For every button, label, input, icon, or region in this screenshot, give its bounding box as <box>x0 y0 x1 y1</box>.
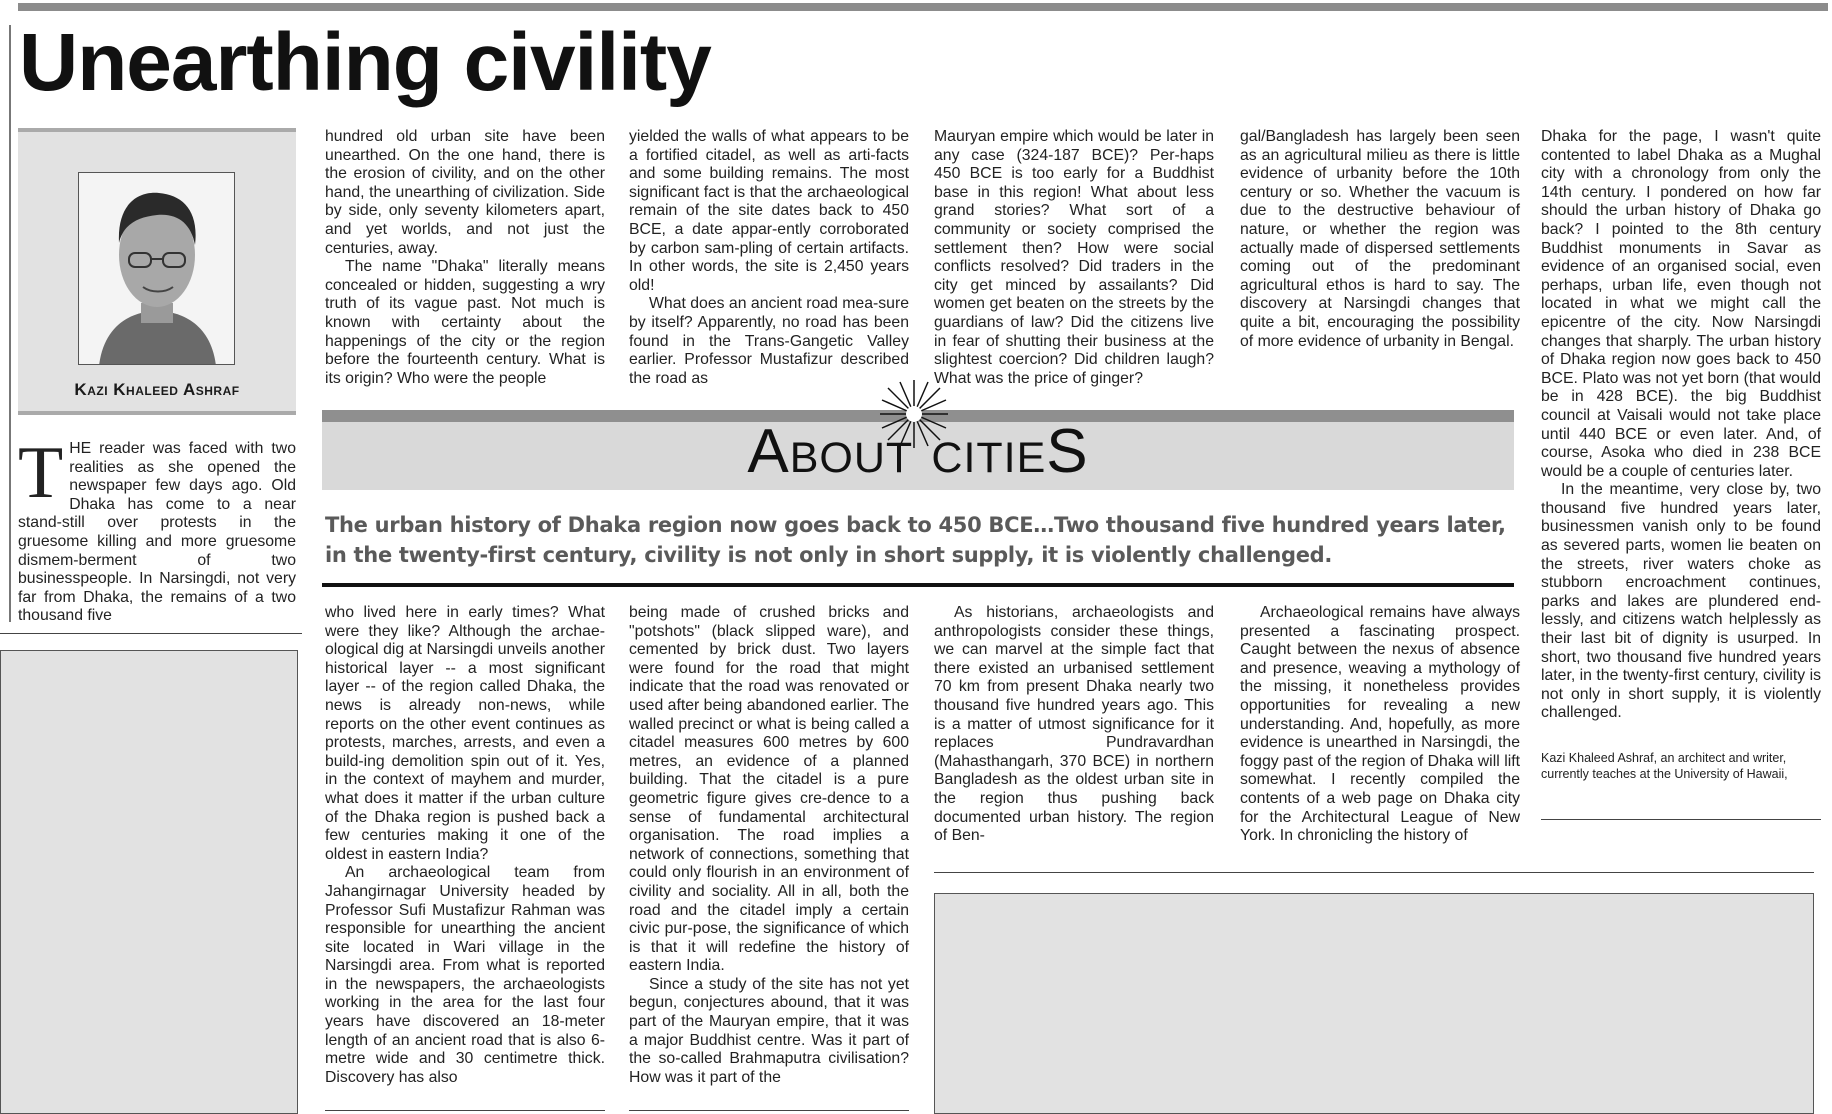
column-rule <box>1541 819 1821 820</box>
author-bio: Kazi Khaleed Ashraf, an architect and writer, currently teaches at the University of Hawaii, <box>1541 751 1788 781</box>
paragraph: An archaeological team from Jahangirnagar University headed by Professor Sufi Mustafizur Rahman was responsible for unearthing the ancient site located in Wari village in the Narsingdi area. From what is reported in the newspapers, the archaeologists working in the area for the last four years have discovered an 18-meter length of an ancient road that is also 6-metre wide and 30 centimetre thick. Discovery has also <box>325 864 605 1086</box>
paragraph: Dhaka for the page, I wasn't quite contented to label Dhaka as a Mughal city with a chronology from only the 14th century. I pondered on how far should the urban history of Dhaka go back? I pointed to the 8th century Buddhist monuments in Savar as evidence of an organised social, even perhaps, urban life, even though not located in what we might call the epicentre of the city. Now Narsingdi changes that sharply. The urban history of Dhaka region now goes back to 450 BCE. Plato was not yet born (that would be in 428 BCE). the big Buddhist council at Vaisali would not take place until 440 BCE or even later. And, of course, Asoka who died in 238 BCE would be a couple of centuries later. <box>1541 128 1821 480</box>
paragraph: Since a study of the site has not yet begun, conjectures abound, that it was part of the Mauryan empire, that it was a major Buddhist centre. Was it part of the so-called Brahmaputra civilisation? How was it part of the <box>629 975 909 1086</box>
article-column-4-bottom <box>934 604 1214 846</box>
left-column-rule <box>9 25 11 622</box>
paragraph: Mauryan empire which would be later in any case (324-187 BCE)? Per-haps 450 BCE is too early for a Buddhist base in this region! What about less grand stories? What sort of a community or society comprised the settlement then? How were social conflicts resolved? Did traders in the city get minced by assailants? Did women get beaten on the streets by the guardians of law? Did the citizens live in fear of shutting their business at the slightest coercion? Did children laugh? What was the price of ginger? <box>934 128 1214 387</box>
column-rule <box>934 872 1814 873</box>
deck-pull-quote: The urban history of Dhaka region now goes back to 450 BCE…Two thousand five hundred years later, in the twenty-first century, civility is not only in short supply, it is violently challenged. <box>325 513 1506 567</box>
column-rule <box>629 1110 909 1111</box>
author-name: Kazi Khaleed Ashraf <box>74 380 240 399</box>
article-column-1 <box>18 432 296 626</box>
paragraph: yielded the walls of what appears to be a fortified citadel, as well as arti-facts and some building remains. The most significant fact is that the archaeological remain of the site dates back to 450 BCE, a date appar-ently corroborated by carbon sam-pling of certain artifacts. In other words, the site is 2,450 years old! <box>629 128 909 294</box>
drop-cap: T <box>18 432 64 514</box>
paragraph: being made of crushed bricks and "potshots" (black slipped ware), and cemented by brick dust. Two layers were found for the road that might indicate that the road was renovated or used after being abandoned earlier. The walled precinct or what is being called a citadel measures 600 metres by 600 metres, an evidence of a planned building. That the citadel is a pure geometric figure gives cre-dence to a sense of fundamental architectural organisation. The road implies a network of connections, something that could only flourish in an environment of civility and sociality. All in all, both the road and the citadel imply a certain civic pur-pose, the significance of which is that it will redefine the history of eastern India. <box>629 604 909 975</box>
column-rule <box>0 633 302 634</box>
paragraph: who lived here in early times? What were they like? Although the archae-ological dig at Narsingdi unveils another historical layer -- a most significant layer -- of the region called Dhaka, the news is already non-news, while reports on the other event continues as protests, marches, arrests, and even a build-ing demolition spin out of it. Yes, in the context of mayhem and murder, what does it matter if the urban culture of the Dhaka region is pushed back a few centuries making it one of the oldest in eastern India? <box>325 604 605 863</box>
section-title: About citieS <box>747 417 1089 486</box>
article-column-2-top <box>325 128 605 388</box>
article-column-2-bottom <box>325 604 605 1087</box>
article-text: HE reader was faced with two realities as she opened the newspaper few days ago. Old Dhaka has come to a near stand-still over protests in the gruesome killing and more gruesome dismem-berment of two businesspeople. In Narsingdi, not very far from Dhaka, the remains of a two thousand five <box>18 440 296 625</box>
article-column-3-bottom <box>629 604 909 1087</box>
author-photo <box>78 172 235 365</box>
article-column-6 <box>1541 128 1821 723</box>
paragraph: As historians, archaeologists and anthropologists consider these things, we can marvel at the simple fact that there existed an urbanised settlement 70 km from present Dhaka nearly two thousand five hundred years ago. This is a matter of utmost significance for it replaces Pundravardhan (Mahasthangarh, 370 BCE) in northern Bangladesh as the oldest urban site in the region thus pushing back documented urban history. The region of Ben- <box>934 604 1214 845</box>
author-box <box>18 128 296 415</box>
paragraph: hundred old urban site have been unearthed. On the one hand, there is the erosion of civility, and on the other hand, the unearthing of civilization. Side by side, only seventy kilometers apart, and yet worlds, and not just the centuries, away. <box>325 128 605 257</box>
article-column-5-bottom <box>1240 604 1520 846</box>
paragraph: Archaeological remains have always presented a fascinating prospect. Caught between the nexus of absence and presence, weaving a mythology of the missing, it nonetheless provides opportunities for revealing a new understanding. And, hopefully, as more evidence is unearthed in Narsingdi, the foggy past of the region of Dhaka will lift somewhat. I recently compiled the contents of a web page on Dhaka city for the Architectural League of New York. In chronicling the history of <box>1240 604 1520 845</box>
headline: Unearthing civility <box>19 17 711 108</box>
column-rule <box>325 1110 605 1111</box>
ad-space-left <box>0 650 298 1114</box>
paragraph: What does an ancient road mea-sure by itself? Apparently, no road has been found in the Trans-Gangetic Valley earlier. Professor Mustafizur described the road as <box>629 295 909 387</box>
article-column-4-top <box>934 128 1214 388</box>
paragraph: In the meantime, very close by, two thousand five hundred years later, businessmen vanish only to be found as severed parts, women lie beaten on the streets, river waters choke as stubborn encroachment continues, parks and lakes are plundered end-lessly, and citizens watch helplessly as their last bit of dignity is usurped. In short, two thousand five hundred years later, in the twenty-first century, civility is not only in short supply, it is violently challenged. <box>1541 481 1821 722</box>
paragraph: gal/Bangladesh has largely been seen as an agricultural milieu as there is little evidence of urbanity before the 10th century or so. Whether the vacuum is due to the destructive behaviour of nature, or whether the region was actually made of dispersed settlements coming out of the predominant agricultural ethos is hard to say. The discovery at Narsingdi changes that quite a bit, encouraging the possibility of more evidence of urbanity in Bengal. <box>1240 128 1520 350</box>
paragraph: The name "Dhaka" literally means concealed or hidden, suggesting a wry truth of its vague past. Not much is known with certainty about the happenings of the city or the region before the fourteenth century. What is its origin? Who were the people <box>325 258 605 387</box>
ad-space-bottom-right <box>934 893 1814 1114</box>
top-rule <box>18 3 1828 11</box>
article-column-5-top <box>1240 128 1520 351</box>
deck-rule <box>322 583 1514 587</box>
article-column-3-top <box>629 128 909 388</box>
